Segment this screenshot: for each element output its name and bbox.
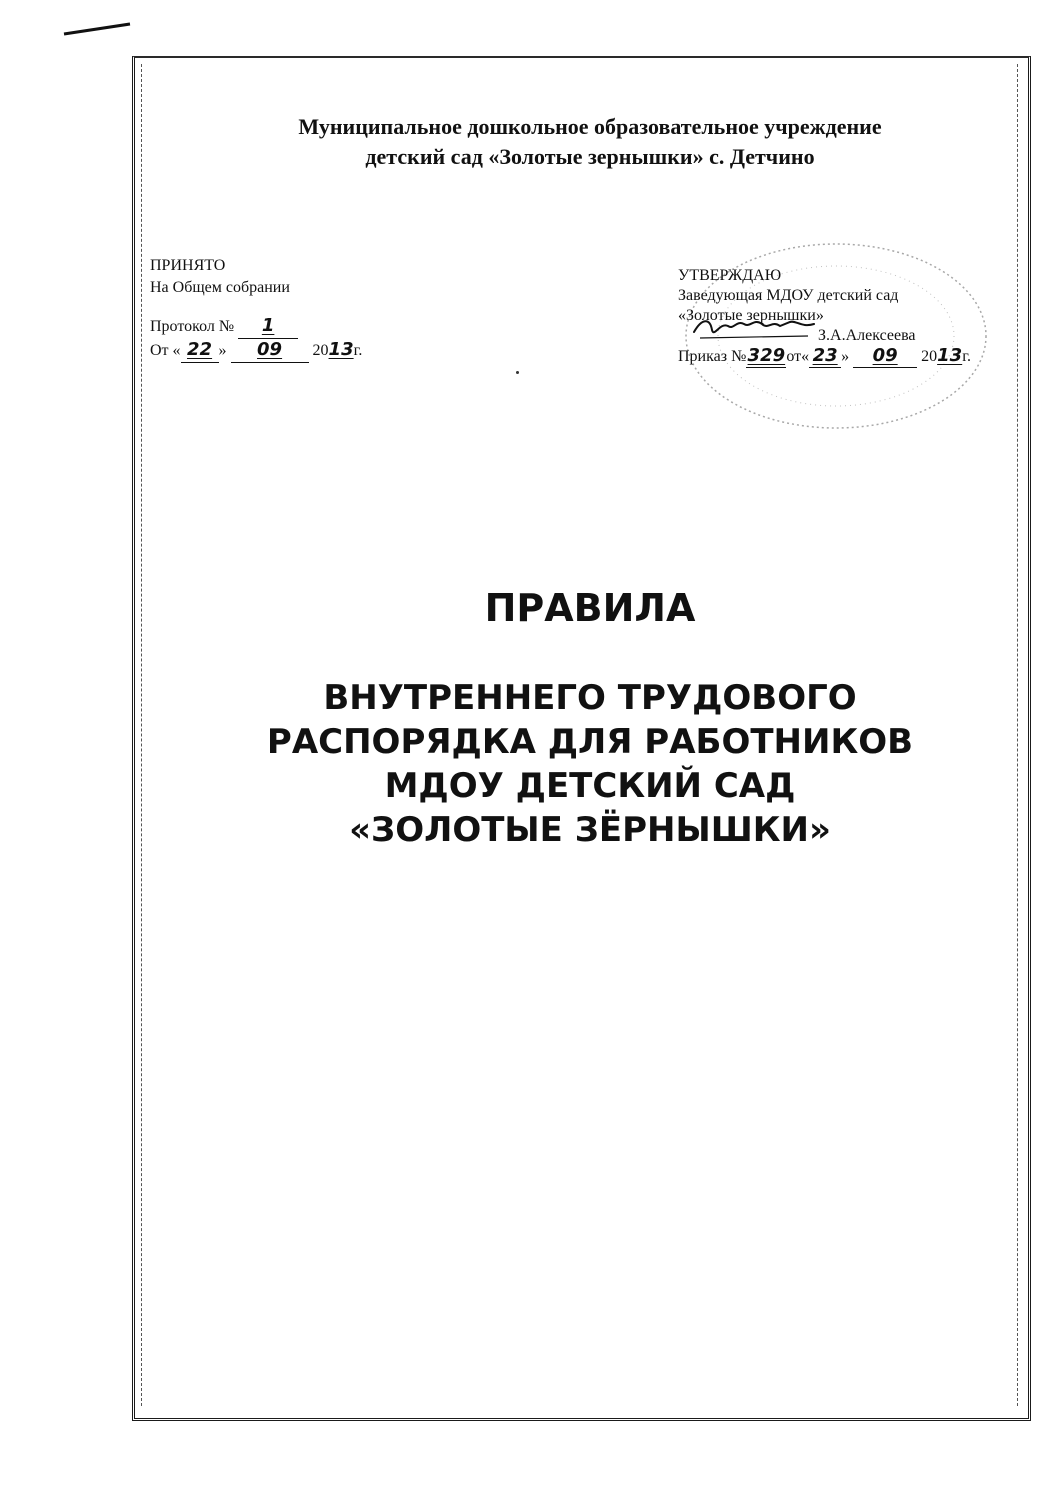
handwritten-signature bbox=[690, 312, 820, 342]
approved-label: УТВЕРЖДАЮ bbox=[678, 267, 782, 284]
approved-position-line-1: Заведующая МДОУ детский сад bbox=[678, 287, 899, 304]
accepted-year-prefix: 20 bbox=[312, 342, 329, 359]
organization-line-1: Муниципальное дошкольное образовательное учреждение bbox=[298, 114, 882, 139]
order-label: Приказ № bbox=[678, 348, 747, 365]
organization-line-2: детский сад «Золотые зернышки» с. Детчино bbox=[365, 144, 815, 169]
order-year-prefix: 20 bbox=[921, 348, 938, 365]
document-subtitle bbox=[150, 676, 1030, 852]
accepted-month: 09 bbox=[257, 339, 283, 360]
subtitle-line-3: МДОУ ДЕТСКИЙ САД bbox=[384, 766, 796, 806]
accepted-body: На Общем собрании bbox=[150, 279, 290, 296]
accepted-block bbox=[150, 255, 362, 363]
accepted-year-end: г. bbox=[353, 342, 363, 359]
order-month: 09 bbox=[872, 345, 898, 366]
approved-position-line-2: «Золотые зернышки» bbox=[678, 307, 824, 324]
accepted-date-prefix: От « bbox=[150, 342, 181, 359]
order-number: 329 bbox=[747, 345, 786, 366]
corner-pen-mark bbox=[62, 22, 132, 36]
organization-header bbox=[150, 112, 1030, 172]
subtitle-line-2: РАСПОРЯДКА ДЛЯ РАБОТНИКОВ bbox=[266, 722, 914, 762]
order-date-prefix: от« bbox=[786, 348, 810, 365]
protocol-line bbox=[150, 315, 362, 339]
approved-name: З.А.Алексеева bbox=[818, 327, 916, 344]
order-year-suffix: 13 bbox=[937, 345, 963, 366]
accepted-date-line bbox=[150, 339, 362, 363]
accepted-year-suffix: 13 bbox=[328, 339, 354, 360]
subtitle-line-4: «ЗОЛОТЫЕ ЗЁРНЫШКИ» bbox=[349, 810, 831, 850]
protocol-label: Протокол № bbox=[150, 318, 235, 335]
order-day-suffix: » bbox=[841, 348, 850, 365]
subtitle-line-1: ВНУТРЕННЕГО ТРУДОВОГО bbox=[323, 678, 857, 718]
order-year-end: г. bbox=[962, 348, 971, 365]
protocol-number: 1 bbox=[261, 315, 275, 336]
document-title: ПРАВИЛА bbox=[484, 586, 696, 630]
order-day: 23 bbox=[812, 345, 838, 366]
scan-speck bbox=[516, 371, 519, 374]
accepted-day-suffix: » bbox=[218, 342, 227, 359]
accepted-label: ПРИНЯТО bbox=[150, 257, 226, 274]
order-line bbox=[678, 346, 971, 368]
accepted-day: 22 bbox=[187, 339, 213, 360]
